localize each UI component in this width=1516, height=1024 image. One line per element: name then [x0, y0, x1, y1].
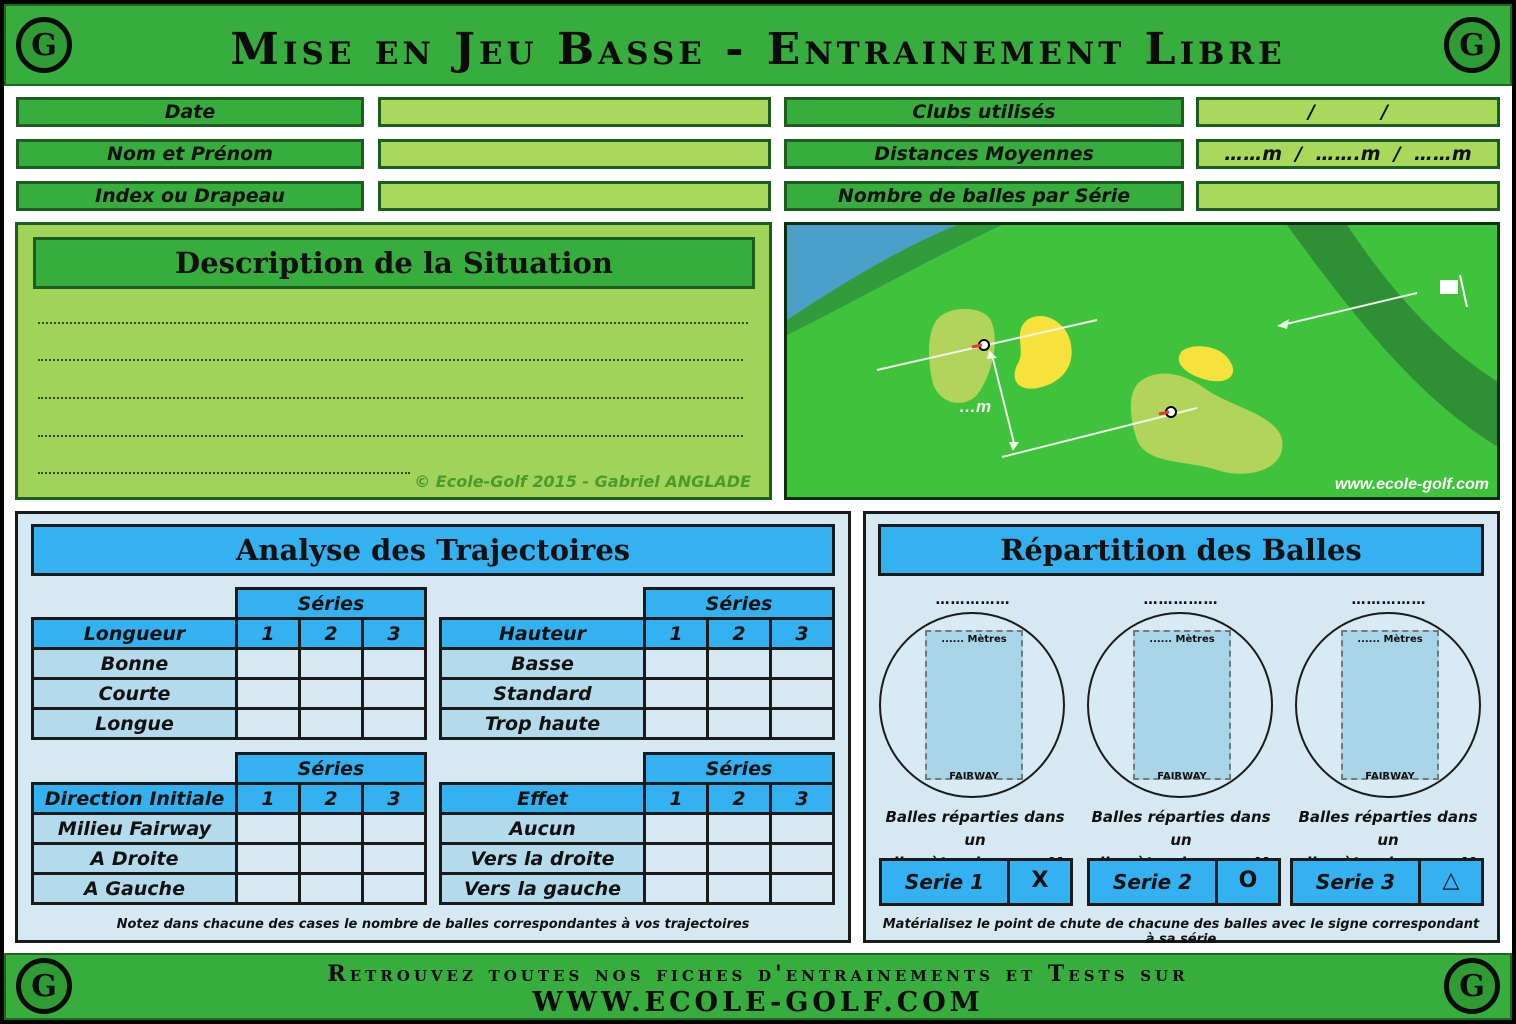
page-title: Mise en Jeu Basse - Entrainement Libre — [230, 24, 1286, 75]
count-cell[interactable] — [363, 844, 426, 874]
count-cell[interactable] — [363, 649, 426, 679]
series-header: Séries — [645, 589, 834, 619]
balls-per-series-label: Nombre de balles par Série — [784, 181, 1184, 211]
footer-tagline: Retrouvez toutes nos fiches d'entrainements et Tests sur — [327, 961, 1189, 987]
golf-hole-diagram — [787, 225, 1500, 500]
count-cell[interactable] — [645, 874, 708, 904]
col-3: 3 — [771, 784, 834, 814]
count-cell[interactable] — [645, 814, 708, 844]
hauteur-header: Hauteur — [441, 619, 645, 649]
name-field[interactable] — [378, 139, 771, 169]
count-cell[interactable] — [708, 709, 771, 739]
col-1: 1 — [237, 784, 300, 814]
count-cell[interactable] — [708, 649, 771, 679]
longueur-table — [31, 587, 427, 740]
col-3: 3 — [771, 619, 834, 649]
analyse-title: Analyse des Trajectoires — [31, 524, 835, 576]
col-2: 2 — [708, 619, 771, 649]
dispersion-target[interactable] — [879, 612, 1065, 798]
writing-line[interactable] — [38, 359, 743, 361]
dispersion-target[interactable] — [1295, 612, 1481, 798]
footer-banner — [4, 953, 1512, 1020]
col-2: 2 — [300, 784, 363, 814]
series-club-dots[interactable]: …………… — [1143, 592, 1219, 608]
repartition-note: Matérialisez le point de chute de chacune des balles avec le signe correspondant à sa série — [882, 917, 1480, 947]
count-cell[interactable] — [237, 679, 300, 709]
header-banner — [4, 4, 1512, 86]
col-3: 3 — [363, 619, 426, 649]
row-label: Longue — [33, 709, 237, 739]
serie-label: Serie 2 — [1090, 861, 1218, 903]
col-2: 2 — [300, 619, 363, 649]
series-header: Séries — [237, 754, 426, 784]
balls-per-series-field[interactable] — [1196, 181, 1500, 211]
row-label: Milieu Fairway — [33, 814, 237, 844]
serie-1-key — [879, 858, 1073, 906]
golf-logo-icon: G — [16, 17, 72, 73]
effet-table — [439, 752, 835, 905]
serie-label: Serie 1 — [882, 861, 1010, 903]
description-title: Description de la Situation — [33, 237, 755, 289]
count-cell[interactable] — [771, 844, 834, 874]
writing-line[interactable] — [38, 322, 748, 324]
count-cell[interactable] — [300, 814, 363, 844]
count-cell[interactable] — [363, 814, 426, 844]
map-website: www.ecole-golf.com — [1334, 476, 1489, 493]
col-1: 1 — [645, 784, 708, 814]
count-cell[interactable] — [300, 874, 363, 904]
row-label: Basse — [441, 649, 645, 679]
series-header: Séries — [237, 589, 426, 619]
cross-icon: X — [1031, 868, 1049, 893]
clubs-label: Clubs utilisés — [784, 97, 1184, 127]
count-cell[interactable] — [363, 874, 426, 904]
dispersion-caption: Balles réparties dans un — [1298, 808, 1478, 849]
row-label: Bonne — [33, 649, 237, 679]
count-cell[interactable] — [237, 709, 300, 739]
col-3: 3 — [363, 784, 426, 814]
col-1: 1 — [237, 619, 300, 649]
row-label: Vers la droite — [441, 844, 645, 874]
count-cell[interactable] — [237, 844, 300, 874]
count-cell[interactable] — [708, 679, 771, 709]
dispersion-target[interactable] — [1087, 612, 1273, 798]
count-cell[interactable] — [363, 679, 426, 709]
golf-logo-icon: G — [1444, 958, 1500, 1014]
date-label: Date — [16, 97, 364, 127]
count-cell[interactable] — [237, 649, 300, 679]
fairway-label: FAIRWAY — [1365, 771, 1415, 782]
dispersion-caption: Balles réparties dans un — [885, 808, 1065, 849]
count-cell[interactable] — [645, 679, 708, 709]
count-cell[interactable] — [708, 874, 771, 904]
metres-label: ...... Mètres — [1357, 634, 1423, 645]
situation-map — [784, 222, 1500, 500]
count-cell[interactable] — [300, 649, 363, 679]
golf-logo-icon: G — [1444, 17, 1500, 73]
repartition-title: Répartition des Balles — [878, 524, 1484, 576]
serie-2-key — [1087, 858, 1281, 906]
distances-field[interactable]: ……m / …….m / ……m — [1196, 139, 1500, 169]
footer-website-link[interactable]: WWW.ECOLE-GOLF.COM — [532, 987, 984, 1018]
count-cell[interactable] — [300, 844, 363, 874]
writing-line[interactable] — [38, 472, 410, 474]
count-cell[interactable] — [771, 874, 834, 904]
direction-table — [31, 752, 427, 905]
count-cell[interactable] — [237, 814, 300, 844]
triangle-icon: △ — [1442, 868, 1460, 893]
col-2: 2 — [708, 784, 771, 814]
count-cell[interactable] — [771, 649, 834, 679]
count-cell[interactable] — [708, 844, 771, 874]
count-cell[interactable] — [645, 844, 708, 874]
fairway-label: FAIRWAY — [1157, 771, 1207, 782]
fairway-label: FAIRWAY — [949, 771, 999, 782]
clubs-field[interactable]: / / — [1196, 97, 1500, 127]
series-club-dots[interactable]: …………… — [935, 592, 1011, 608]
fairway-zone — [925, 630, 1023, 780]
longueur-header: Longueur — [33, 619, 237, 649]
col-1: 1 — [645, 619, 708, 649]
distances-label: Distances Moyennes — [784, 139, 1184, 169]
count-cell[interactable] — [237, 874, 300, 904]
writing-line[interactable] — [38, 435, 743, 437]
name-label: Nom et Prénom — [16, 139, 364, 169]
row-label: Standard — [441, 679, 645, 709]
count-cell[interactable] — [300, 679, 363, 709]
count-cell[interactable] — [645, 709, 708, 739]
hauteur-table — [439, 587, 835, 740]
row-label: Aucun — [441, 814, 645, 844]
row-label: Courte — [33, 679, 237, 709]
index-field[interactable] — [378, 181, 771, 211]
metres-label: ...... Mètres — [1149, 634, 1215, 645]
serie-label: Serie 3 — [1293, 861, 1421, 903]
analyse-note: Notez dans chacune des cases le nombre de balles correspondantes à vos trajectoires — [116, 917, 750, 932]
row-label: A Droite — [33, 844, 237, 874]
effet-header: Effet — [441, 784, 645, 814]
count-cell[interactable] — [300, 709, 363, 739]
description-panel — [15, 222, 772, 500]
dispersion-caption: Balles réparties dans un — [1091, 808, 1271, 849]
writing-line[interactable] — [38, 397, 743, 399]
metres-label: ...... Mètres — [941, 634, 1007, 645]
series-club-dots[interactable]: …………… — [1351, 592, 1427, 608]
series-header: Séries — [645, 754, 834, 784]
count-cell[interactable] — [645, 649, 708, 679]
count-cell[interactable] — [771, 679, 834, 709]
fairway-zone — [1341, 630, 1439, 780]
count-cell[interactable] — [363, 709, 426, 739]
count-cell[interactable] — [708, 814, 771, 844]
count-cell[interactable] — [771, 814, 834, 844]
distance-label: …m — [959, 397, 992, 416]
index-label: Index ou Drapeau — [16, 181, 364, 211]
row-label: Trop haute — [441, 709, 645, 739]
serie-3-key — [1290, 858, 1484, 906]
circle-icon: O — [1238, 868, 1258, 893]
count-cell[interactable] — [771, 709, 834, 739]
row-label: Vers la gauche — [441, 874, 645, 904]
date-field[interactable] — [378, 97, 771, 127]
copyright-text: © Ecole-Golf 2015 - Gabriel ANGLADE — [414, 472, 751, 491]
direction-header: Direction Initiale — [33, 784, 237, 814]
row-label: A Gauche — [33, 874, 237, 904]
fairway-zone — [1133, 630, 1231, 780]
golf-logo-icon: G — [16, 958, 72, 1014]
